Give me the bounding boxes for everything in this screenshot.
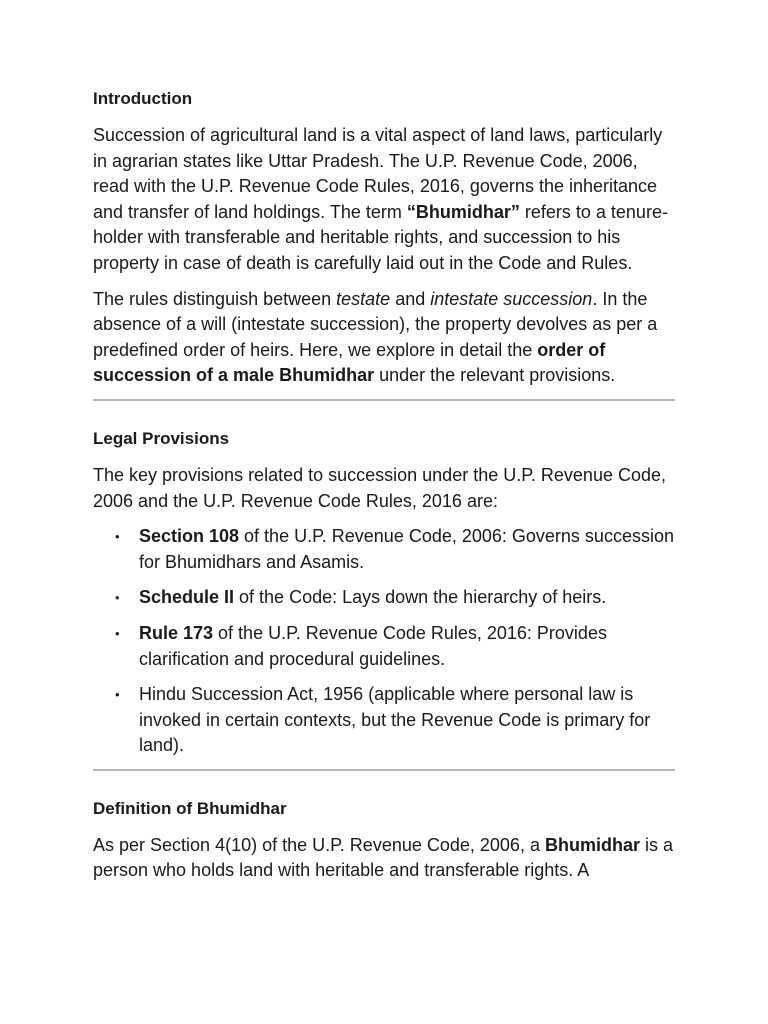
- section-heading-legal-provisions: Legal Provisions: [93, 428, 230, 448]
- text-run: is a person who holds land with heritable and transferable rights. A: [93, 834, 673, 881]
- list-item: [139, 585, 675, 611]
- italic-term-testate: testate: [336, 288, 391, 309]
- list-item-bold: Rule 173: [139, 622, 214, 643]
- section-heading-introduction: Introduction: [93, 89, 193, 108]
- intro-paragraph-1: [93, 123, 675, 277]
- definition-paragraph-1: [93, 833, 675, 884]
- text-run: As per Section 4(10) of the U.P. Revenue Code, 2006, a: [93, 834, 545, 855]
- text-run: Succession of agricultural land is a vital aspect of land laws, particularly in agrarian states like Uttar Pradesh. The U.P. Revenue Code, 2006, read with the U.P. Revenue Code Rules, 2016, governs the inheritance and transfer of land holdings. The term: [93, 125, 663, 222]
- bold-phrase-order-of-succession: order of succession of a male Bhumidhar: [93, 339, 606, 386]
- italic-term-intestate: intestate succession: [430, 288, 593, 309]
- text-run: and: [390, 288, 431, 309]
- list-item: [139, 524, 675, 575]
- section-divider: [93, 399, 675, 401]
- section-heading-definition: Definition of Bhumidhar: [93, 798, 287, 818]
- intro-paragraph-2: [93, 287, 675, 389]
- legal-intro-paragraph: The key provisions related to succession under the U.P. Revenue Code, 2006 and the U.P. Revenue Code Rules, 2016 are:: [93, 464, 666, 511]
- list-item-text: of the Code: Lays down the hierarchy of heirs.: [234, 587, 607, 608]
- list-item-text: Hindu Succession Act, 1956 (applicable where personal law is invoked in certain contexts, but the Revenue Code is primary for land).: [139, 684, 651, 756]
- text-run: under the relevant provisions.: [374, 365, 616, 386]
- bold-term-bhumidhar: “Bhumidhar”: [406, 201, 520, 222]
- text-run: refers to a tenure-holder with transferable and heritable rights, and succession to his property in case of death is carefully laid out in the Code and Rules.: [93, 201, 668, 273]
- bold-term-bhumidhar: Bhumidhar: [544, 834, 640, 855]
- list-item-bold: Section 108: [139, 526, 240, 547]
- list-item-bold: Schedule II: [139, 587, 235, 608]
- text-run: The rules distinguish between: [93, 288, 337, 309]
- list-item-text: of the U.P. Revenue Code Rules, 2016: Provides clarification and procedural guidelines.: [139, 622, 607, 669]
- list-item: [139, 621, 675, 672]
- text-run: . In the absence of a will (intestate succession), the property devolves as per a predefined order of heirs. Here, we explore in detail the: [93, 288, 658, 360]
- section-divider: [93, 769, 675, 771]
- list-item: [139, 682, 675, 759]
- list-item-text: of the U.P. Revenue Code, 2006: Governs succession for Bhumidhars and Asamis.: [139, 526, 674, 572]
- provisions-list: [93, 524, 675, 759]
